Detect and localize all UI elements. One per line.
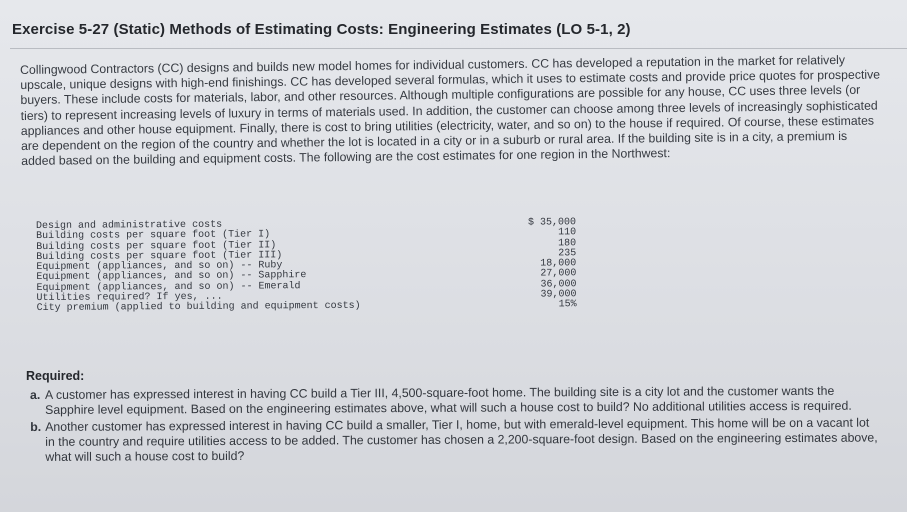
estimate-value: 235 — [558, 248, 577, 260]
required-heading: Required: — [26, 369, 85, 383]
estimate-value: 15% — [558, 299, 577, 311]
estimate-value: 27,000 — [540, 268, 577, 280]
estimate-value: 180 — [558, 237, 577, 249]
estimate-label: Equipment (appliances, and so on) -- Sapphire — [36, 270, 307, 284]
estimate-label: Equipment (appliances, and so on) -- Emerald — [36, 280, 301, 294]
estimate-row — [37, 301, 577, 315]
questions-list — [30, 384, 880, 467]
question-letter: a. — [30, 387, 41, 402]
title-divider — [10, 48, 907, 49]
estimate-value: $ 35,000 — [527, 217, 577, 229]
question-item — [30, 416, 880, 465]
estimate-label: City premium (applied to building and equipment costs) — [36, 301, 361, 315]
question-text: A customer has expressed interest in having CC build a Tier III, 4,500-square-foot home. The building site is a city lot and the customer wants the Sapphire level equipment. Based on the engineering estimates above, what will such a house cost to build? No additional utilities access is required. — [44, 383, 852, 417]
estimate-label: Equipment (appliances, and so on) -- Ruby — [36, 260, 283, 274]
estimate-value: 39,000 — [540, 289, 577, 301]
question-item — [30, 384, 880, 418]
estimate-label: Building costs per square foot (Tier II) — [36, 239, 277, 253]
estimate-value: 36,000 — [540, 279, 577, 291]
estimate-value: 110 — [558, 227, 577, 239]
exercise-title: Exercise 5-27 (Static) Methods of Estimating Costs: Engineering Estimates (LO 5-1, 2) — [12, 21, 631, 38]
estimate-label: Utilities required? If yes, ... — [36, 291, 223, 305]
question-text: Another customer has expressed interest in having CC build a smaller, Tier I, home, but with emerald-level equipment. This home will be on a vacant lot in the country and require utilities access to be added. The customer has chosen a 2,200-square-foot design. Based on the engineering estimates above, what will such a house cost to build? — [45, 415, 878, 464]
cost-estimates-table — [36, 218, 577, 314]
estimate-label: Building costs per square foot (Tier III) — [36, 250, 283, 263]
estimate-label: Design and administrative costs — [35, 219, 223, 232]
estimate-value: 18,000 — [540, 258, 577, 270]
estimate-label: Building costs per square foot (Tier I) — [36, 229, 271, 243]
intro-paragraph: Collingwood Contractors (CC) designs and builds new model homes for individual customers. CC has developed a reputation in the market for relatively upscale, unique designs with high-end finishings. CC has developed several formulas, which it uses to estimate costs and provide price quotes for prospective buyers. These include costs for materials, labor, and other resources. Although multiple configurations are possible for any house, CC uses three levels (or tiers) to represent increasing levels of luxury in terms of materials used. In addition, the customer can choose among three levels of increasingly sophisticated appliances and other house equipment. Finally, there is cost to bring utilities (electricity, water, and so on) to the house if required. Of course, these estimates are dependent on the region of the country and whether the lot is located in a city or in a suburb or rural area. If the building site is in a city, a premium is added based on the building and equipment costs. The following are the cost estimates for one region in the Northwest: — [20, 52, 881, 169]
question-letter: b. — [30, 419, 42, 434]
